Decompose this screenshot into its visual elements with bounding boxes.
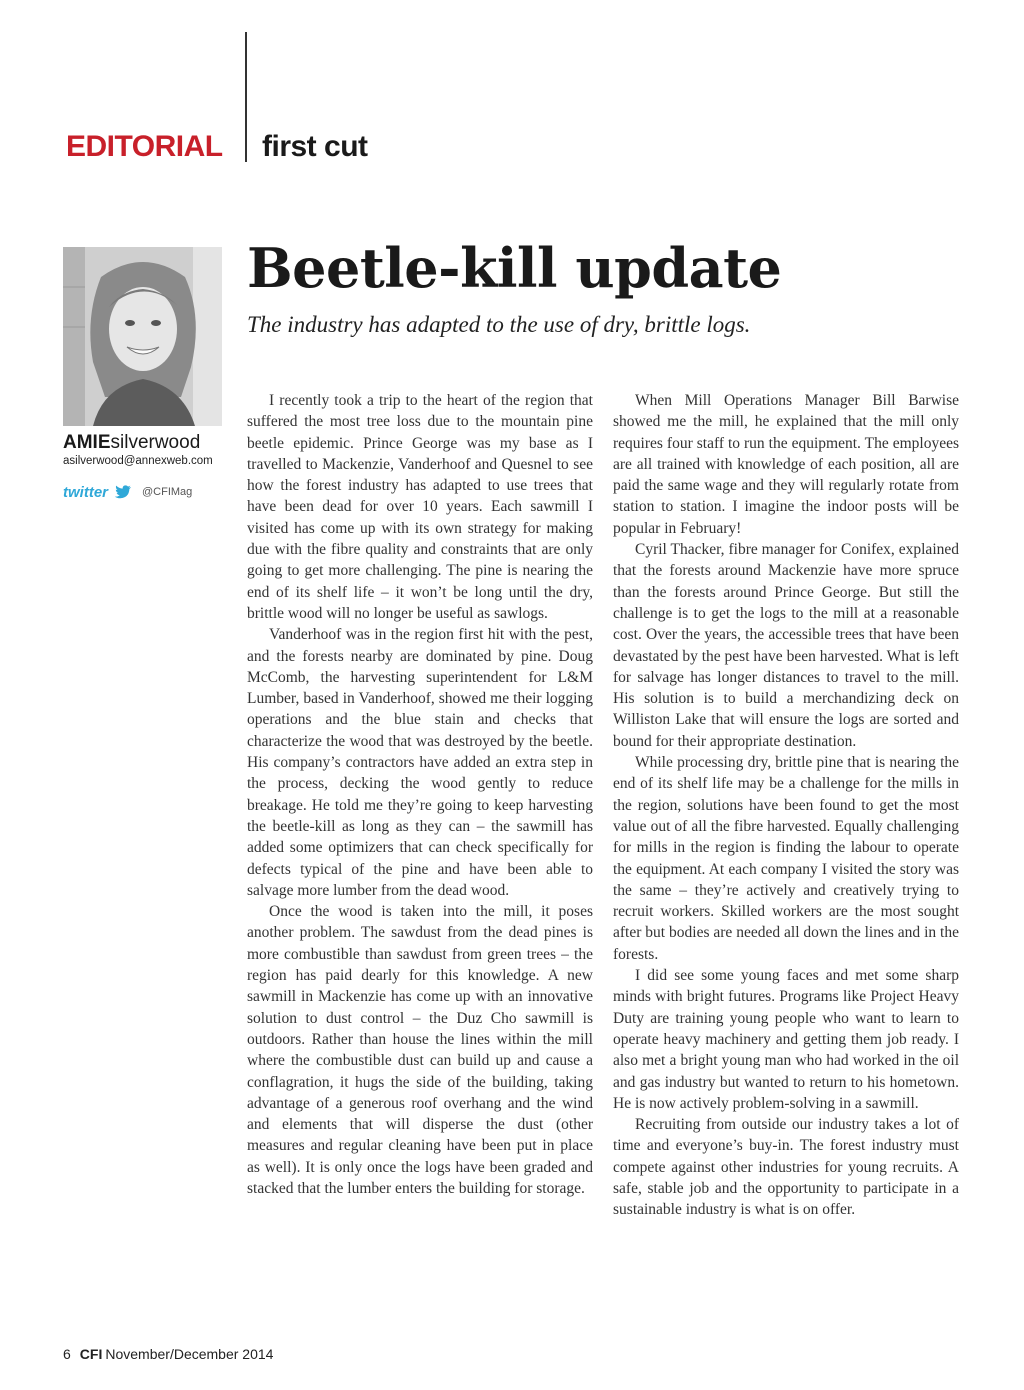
subsection-label: first cut: [262, 130, 368, 163]
paragraph: I did see some young faces and met some sharp minds with bright futures. Programs like Project Heavy Duty are training young people who want to learn to operate heavy machinery and getting them job ready. I also met a bright young man who had worked in the oil and gas industry but wanted to return to his hometown. He is now actively problem-solving in a sawmill.: [613, 967, 959, 1112]
twitter-row[interactable]: [63, 483, 192, 499]
author-photo: [63, 247, 222, 426]
paragraph: While processing dry, brittle pine that is nearing the end of its shelf life may be a challenge for the mills in the region, solutions have been found to get the most value out of all the fibre harvested. Equally challenging for mills in the region is finding the labour to operate the equipment. At each company I visited the story was the same – they’re actively and creatively trying to recruit workers. Skilled workers are the most sought after but bodies are needed all down the lines and in the forests.: [613, 754, 959, 963]
header-divider: [245, 32, 247, 162]
author-first-name: AMIE: [63, 432, 111, 453]
author-email[interactable]: asilverwood@annexweb.com: [63, 455, 213, 467]
article-title: Beetle-kill update: [247, 236, 782, 300]
page-number: 6: [63, 1346, 71, 1362]
issue-date: November/December 2014: [105, 1346, 274, 1362]
paragraph: Cyril Thacker, fibre manager for Conifex, explained that the forests around Mackenzie have more spruce than the forests around Prince George. But still the challenge is to get the logs to the mill at a reasonable cost. Over the years, the accessible trees that have been devastated by the pest have been harvested. What is left for salvage has longer distances to travel to the mill. His solution is to build a merchandizing deck on Williston Lake that will ensure the logs are sorted and bound for their appropriate destination.: [613, 541, 959, 750]
paragraph: Once the wood is taken into the mill, it poses another problem. The sawdust from the dead pines is more combustible than sawdust from green trees – the region has paid dearly for this knowledge. A new sawmill in Mackenzie has come up with an innovative solution to dust control – the Duz Cho sawmill is outdoors. Rather than house the lines within the mill where the combustible dust can build up and cause a conflagration, it hugs the side of the building, taking advantage of a generous roof overhang and the wind and elements that will disperse the dust (other measures and regular cleaning have been put in place as well). It is only once the logs have been graded and stacked that the lumber enters the building for storage.: [247, 903, 593, 1197]
author-name: [63, 432, 200, 454]
article-column-1: [247, 390, 593, 1199]
article-column-2: [613, 390, 959, 1221]
paragraph: Recruiting from outside our industry takes a lot of time and everyone’s buy-in. The forest industry must compete against other industries for young recruits. A safe, stable job and the opportunity to participate in a sustainable industry is what is on offer.: [613, 1116, 959, 1219]
paragraph: When Mill Operations Manager Bill Barwise showed me the mill, he explained that the mill only requires four staff to run the equipment. The employees are all trained with knowledge of each position, all are paid the same wage and they will regularly rotate from station to station. I imagine the indoor posts will be popular in February!: [613, 392, 959, 537]
twitter-handle[interactable]: @CFIMag: [142, 486, 193, 499]
page-footer: [63, 1346, 273, 1362]
paragraph: Vanderhoof was in the region first hit with the pest, and the forests nearby are dominated by pine. Doug McComb, the harvesting superintendent for L&M Lumber, based in Vanderhoof, showed me their logging operations and the blue stain and checks that characterize the wood that was destroyed by the beetle. His company’s contractors have added an extra step in the process, decking the wood gently to reduce breakage. He told me they’re going to keep harvesting the beetle-kill as long as they can – the sawmill has added some optimizers that can check specifically for defects typical of the pine and have been able to salvage more lumber from the dead wood.: [247, 626, 593, 899]
magazine-name: CFI: [79, 1346, 103, 1362]
twitter-logo-text: twitter: [63, 483, 108, 501]
section-label: EDITORIAL: [66, 130, 223, 163]
author-last-name: silverwood: [110, 432, 201, 453]
paragraph: I recently took a trip to the heart of the region that suffered the most tree loss due to the mountain pine beetle epidemic. Prince George was my base as I travelled to Mackenzie, Vanderhoof and Quesnel to see how the forest industry has adapted to use trees that have been dead for over 10 years. Each sawmill I visited has come up with its own strategy for making due with the fibre quality and constraints that are only going to get more challenging. The pine is nearing the end of its shelf life – it won’t be long until the dry, brittle wood will no longer be useful as sawlogs.: [247, 392, 593, 622]
twitter-bird-icon: [114, 485, 132, 499]
article-deck: The industry has adapted to the use of dry, brittle logs.: [247, 312, 751, 337]
